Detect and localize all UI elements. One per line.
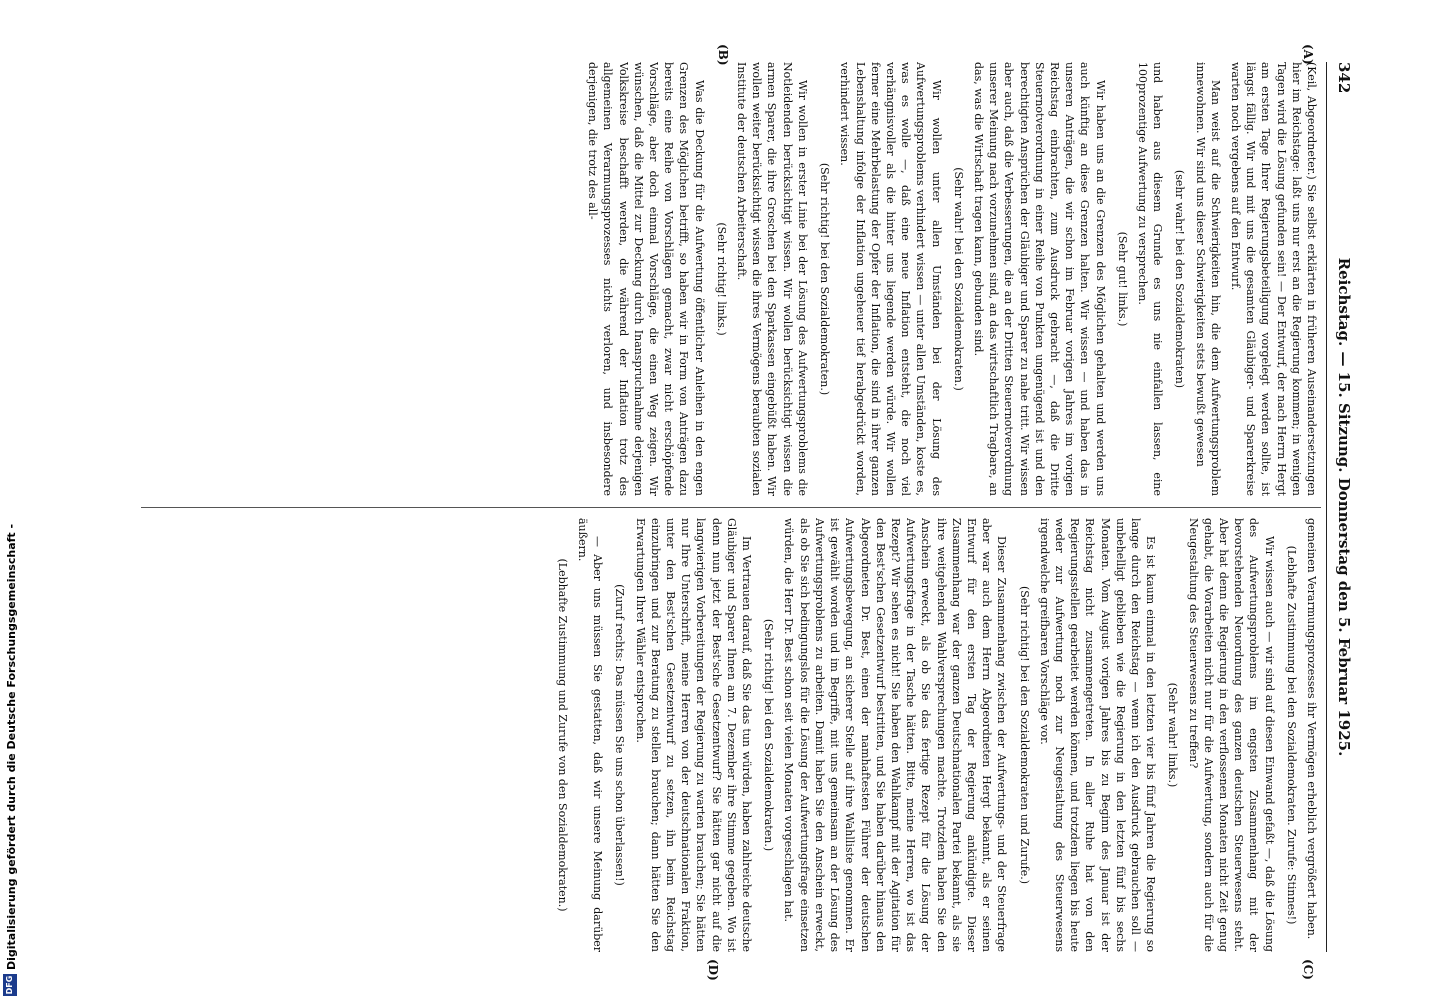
interjection: (Lebhafte Zustimmung bei den Sozialdemokraten. Zurufe: Stinnes!)	[1284, 545, 1298, 925]
margin-marker-c: (C)	[1301, 959, 1315, 980]
interjection: (Sehr richtig! links.)	[714, 222, 728, 336]
paragraph: Im Vertrauen darauf, daß Sie das tun würden, haben zahlreiche deutsche Gläubiger und Sparer Ihnen am 7. Dezember ihre Stimme gegeben. Wo ist denn nun jetzt der Best'sche Gesetzentwurf? Sie hätten gar nicht auf die langwierigen Vorbereitungen der Regierung zu warten brauchen; Sie hätten nur Ihre Unterschrift, meine Herren von der deutschnationalen Fraktion, unter den Best'schen Gesetzentwurf zu setzen, ihn beim Reichstag einzubringen und zur Beratung zu stellen brauchen; dann hätten Sie den Erwartungen Ihrer Wähler entsprochen.	[633, 518, 754, 952]
margin-marker-d: (D)	[706, 959, 720, 981]
paragraph: gemeinen Verarmungsprozesses ihr Vermögen erheblich vergrößert haben.	[1305, 518, 1318, 940]
column-divider	[141, 507, 1321, 508]
page-header	[1327, 62, 1355, 952]
interjection: (Lebhafte Zustimmung und Zurufe von den Sozialdemokraten.)	[555, 558, 569, 912]
paragraph: Wir wollen unter allen Umständen bei der Lösung des Aufwertungsproblems verhindert wissen — unter allen Umständen, koste es, was es wolle —, daß eine neue Inflation entsteht, die noch viel verhängnisvoller als die hinter uns liegende werden würde. Wir wollen ferner eine Mehrbelastung der Opfer der Inflation, die sind in ihrer ganzen Lebenshaltung infolge der Inflation ungeheuer tief herabgedrückt worden, verhindert wissen.	[838, 62, 943, 496]
paragraph: Es ist kaum einmal in den letzten vier bis fünf Jahren die Regierung so lange durch den Reichstag — wenn ich den Ausdruck gebrauchen soll — unbehelligt geblieben wie die Regierung in den letzten fünf bis sechs Monaten. Vom August vorigen Jahres bis zu Beginn des Januar ist der Reichstag nicht zusammengetreten. In aller Ruhe hat von den Regierungsstellen gearbeitet werden können, und trotzdem liegen bis heute weder zur Aufwertung noch zur Neugestaltung des Steuerwesens irgendwelche greifbaren Vorschläge vor.	[1037, 518, 1158, 952]
paragraph: Wir haben uns an die Grenzen des Möglichen gehalten und werden uns auch künftig an diese Grenzen halten. Wir wissen — und haben das in unseren Anträgen, die wir schon im Februar vorigen Jahres im vorigen Reichstag einbrachten, zum Ausdruck gebracht —, daß die Dritte Steuernotverordnung in einer Reihe von Punkten ungenügend ist und den berechtigten Ansprüchen der Gläubiger und Sparer zu nahe tritt. Wir wissen aber auch, daß die Verbesserungen, die an der Dritten Steuernotverordnung unserer Meinung nach vorzunehmen sind, an das wirtschaftlich Tragbare, an das, was die Wirtschaft tragen kann, gebunden sind.	[971, 62, 1107, 496]
paragraph: und haben aus diesem Grunde es uns nie einfallen lassen, eine 100prozentige Aufwertung zu versprechen.	[1135, 62, 1165, 496]
interjection: (sehr wahr! bei den Sozialdemokraten)	[1173, 169, 1187, 389]
paragraph: Dieser Zusammenhang zwischen der Aufwertungs- und der Steuerfrage aber war auch dem Herrn Abgeordneten Hergt bekannt, als er seinen Entwurf für den ersten Tag der Regierung ankündigte. Dieser Zusammenhang war der ganzen Deutschnationalen Partei bekannt, als sie ihre weitgehenden Wahlversprechungen machte. Trotzdem haben Sie den Anschein erweckt, als ob Sie das fertige Rezept für die Lösung der Aufwertungsfrage in der Tasche hätten. Bitte, meine Herren, wo ist das Rezept? Wir sehen es nicht! Sie haben den Wahlkampf mit der Agitation für den Best'schen Gesetzentwurf bestritten, und Sie haben darüber hinaus den Abgeordneten Dr. Best, einen der namhaftesten Führer der deutschen Aufwertungsbewegung, an sicherer Stelle auf ihre Wahlliste genommen. Er ist gewählt worden und im Begriffe, mit uns gemeinsam an der Lösung des Aufwertungsproblems zu arbeiten. Damit haben Sie den Anschein erweckt, als ob Sie sich bedingungslos für die Lösung der Aufwertungsfrage einsetzen würden, die Herr Dr. Best schon seit vielen Monaten vorgeschlagen hat.	[782, 518, 1009, 952]
interjection: (Sehr gut! links.)	[1115, 231, 1129, 327]
paragraph: — Aber uns müssen Sie gestatten, daß wir unsere Meinung darüber äußern.	[576, 518, 605, 952]
header-rule	[1326, 62, 1327, 952]
paragraph: (Keil, Abgeordneter.) Sie selbst erklärten in früheren Auseinandersetzungen hier im Reichstage: laßt uns nur erst an die Regierung kommen; in wenigen Tagen wird die Lösung gefunden sein! — Der Entwurf, der nach Herrn Hergt am ersten Tage Ihrer Regierungsbeteiligung vorgelegt werden sollte, ist längst fällig. Wir und mit uns die gesamten Gläubiger- und Sparerkreise warten noch vergebens auf den Entwurf.	[1228, 62, 1318, 496]
interjection: (Zuruf rechts: Das müssen Sie uns schon überlassen!)	[613, 584, 627, 886]
margin-marker-a: (A)	[1301, 44, 1315, 65]
paragraph: Wir wissen auch — wir sind auf diesen Einwand gefaßt —, daß die Lösung des Aufwertungsproblems im engsten Zusammenhang mit der bevorstehenden Neuordnung des ganzen deutschen Steuerwesens steht. Aber hat denn die Regierung in den verflossenen Monaten nicht Zeit genug gehabt, die Vorarbeiten nicht nur für die Aufwertung, sondern auch für die Neugestaltung des Steuerwesens zu treffen?	[1186, 518, 1276, 952]
page-number: 342	[1335, 62, 1353, 94]
interjection: (Sehr richtig! bei den Sozialdemokraten.)	[818, 162, 832, 396]
digitization-credit	[2, 3, 22, 998]
paragraph: Wir wollen in erster Linie bei der Lösung des Aufwertungsproblems die Notleidenden berücksichtigt wissen. Wir wollen berücksichtigt wissen die armen Sparer, die ihre Groschen bei den Sparkassen eingebüßt haben. Wir wollen weiter berücksichtigt wissen die ihres Vermögens beraubten sozialen Institute der deutschen Arbeiterschaft.	[735, 62, 809, 496]
paragraph: Was die Deckung für die Aufwertung öffentlicher Anleihen in den engen Grenzen des Möglichen betrifft, so haben wir in Form von Anträgen dazu bereits eine Reihe von Vorschlägen gemacht, zwar nicht erschöpfende Vorschläge, aber doch einmal Vorschläge, die einen Weg zeigen. Wir wünschen, daß die Mittel zur Deckung durch Inanspruchnahme derjenigen Volkskreise beschafft werden, die während der Inflation trotz des allgemeinen Verarmungsprozesses nichts verloren, und insbesondere derjenigen, die trotz des all-	[586, 62, 706, 496]
left-column	[139, 62, 1319, 496]
dfg-logo-icon: DFG	[3, 974, 17, 996]
interjection: (Sehr richtig! bei den Sozialdemokraten.)	[762, 618, 776, 852]
paragraph: Man weist auf die Schwierigkeiten hin, die dem Aufwertungsproblem innewohnen. Wir sind uns dieser Schwierigkeiten stets bewußt gewesen	[1193, 62, 1222, 496]
interjection: (Sehr wahr! links.)	[1166, 682, 1180, 788]
interjection: (Sehr richtig! bei den Sozialdemokraten und Zurufe.)	[1017, 585, 1031, 885]
right-column	[139, 518, 1319, 952]
credit-text: Digitalisierung gefördert durch die Deutsche Forschungsgemeinschaft -	[5, 523, 18, 970]
running-header: Reichstag. — 15. Sitzung. Donnerstag den 5. Februar 1925.	[1335, 257, 1353, 757]
margin-marker-b: (B)	[716, 44, 730, 66]
newspaper-page	[80, 44, 1355, 981]
interjection: (Sehr wahr! bei den Sozialdemokraten.)	[951, 167, 965, 391]
